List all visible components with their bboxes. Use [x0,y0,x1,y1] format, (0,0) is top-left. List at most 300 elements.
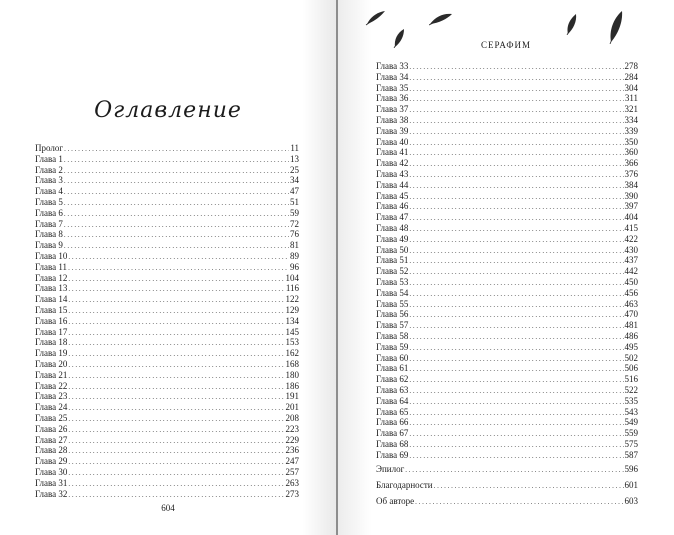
toc-entry-page: 334 [624,114,638,125]
toc-leader-dots [409,266,623,277]
toc-entry [376,180,638,191]
toc-leader-dots [409,277,623,288]
toc-entry [35,273,299,284]
toc-entry-label: Глава 58 [376,330,409,341]
toc-entry-label: Глава 9 [35,240,63,251]
toc-entry-page: 559 [624,428,638,439]
toc-leader-dots [409,385,623,396]
toc-entry-page: 463 [624,298,638,309]
toc-entry-page: 481 [624,320,638,331]
toc-entry [35,154,299,165]
toc-entry-label: Глава 14 [35,294,68,305]
toc-entry-label: Глава 63 [376,384,409,395]
toc-entry [35,424,299,435]
toc-entry-page: 168 [285,358,299,369]
toc-entry [35,413,299,424]
toc-entry-page: 350 [624,136,638,147]
toc-entry-page: 311 [624,93,638,104]
toc-entry [376,223,638,234]
toc-entry-page: 201 [285,402,299,413]
toc-entry-page: 376 [624,168,638,179]
toc-entry-label: Глава 32 [35,488,68,499]
toc-entry-page: 186 [285,380,299,391]
toc-leader-dots [68,489,284,500]
toc-entry-label: Глава 38 [376,114,409,125]
toc-leader-dots [409,61,623,72]
toc-leader-dots [409,320,623,331]
toc-entry-page: 122 [285,294,299,305]
toc-entry-page: 89 [290,250,299,261]
toc-entry-page: 34 [290,175,299,186]
toc-entry-page: 145 [285,326,299,337]
running-head: СЕРАФИМ [481,40,531,50]
toc-entry-label: Глава 64 [376,395,409,406]
toc-leader-dots [409,212,623,223]
toc-entry-label: Глава 24 [35,402,68,413]
toc-list-right [376,61,638,508]
toc-entry [35,251,299,262]
toc-leader-dots [68,283,284,294]
toc-entry-label: Глава 52 [376,266,409,277]
toc-entry [376,147,638,158]
toc-entry-label: Глава 42 [376,158,409,169]
toc-entry [35,283,299,294]
toc-entry-page: 162 [285,348,299,359]
toc-leader-dots [409,137,623,148]
toc-entry [35,489,299,500]
toc-entry-label: Глава 39 [376,125,409,136]
toc-entry-label: Глава 49 [376,233,409,244]
toc-entry-label: Глава 1 [35,153,63,164]
toc-entry [35,467,299,478]
toc-entry-label: Об авторе [376,496,415,507]
toc-entry [376,407,638,418]
toc-entry [376,417,638,428]
toc-entry-label: Глава 37 [376,104,409,115]
toc-entry-label: Глава 8 [35,229,63,240]
toc-entry-page: 11 [290,143,299,153]
toc-entry-label: Глава 6 [35,207,63,218]
toc-entry [35,294,299,305]
toc-entry [35,240,299,251]
toc-entry [376,158,638,169]
toc-leader-dots [68,305,284,316]
toc-leader-dots [409,417,623,428]
toc-entry-label: Глава 41 [376,147,409,158]
toc-entry-label: Глава 33 [376,61,409,71]
toc-entry-page: 587 [624,449,638,460]
toc-entry-page: 223 [285,423,299,434]
feather-icon [429,12,453,26]
toc-entry [376,126,638,137]
toc-entry [376,277,638,288]
toc-entry-page: 506 [624,363,638,374]
toc-leader-dots [409,407,623,418]
toc-entry-label: Глава 57 [376,320,409,331]
toc-leader-dots [409,191,623,202]
toc-entry [35,229,299,240]
toc-entry [376,201,638,212]
toc-entry-page: 284 [624,71,638,82]
toc-leader-dots [68,262,289,273]
toc-entry-page: 116 [285,283,299,294]
toc-entry-label: Глава 67 [376,428,409,439]
toc-entry-page: 415 [624,222,638,233]
toc-entry [376,331,638,342]
toc-entry [35,445,299,456]
toc-leader-dots [68,381,284,392]
toc-entry-page: 502 [624,352,638,363]
toc-leader-dots [409,201,623,212]
page-number: 604 [161,503,175,513]
toc-entry-label: Глава 22 [35,380,68,391]
toc-leader-dots [409,363,623,374]
toc-entry-page: 549 [624,417,638,428]
toc-entry-page: 430 [624,244,638,255]
toc-entry [376,342,638,353]
toc-entry [376,353,638,364]
toc-leader-dots [409,147,623,158]
toc-entry-page: 129 [285,304,299,315]
toc-entry-page: 134 [285,315,299,326]
toc-entry-label: Глава 23 [35,391,68,402]
toc-entry-page: 397 [624,201,638,212]
toc-leader-dots [409,223,623,234]
toc-entry-page: 304 [624,82,638,93]
toc-entry-page: 575 [624,438,638,449]
toc-entry [35,197,299,208]
toc-entry-page: 495 [624,341,638,352]
toc-entry-label: Глава 28 [35,445,68,456]
toc-entry-page: 390 [624,190,638,201]
toc-entry-page: 543 [624,406,638,417]
feather-icon [606,10,624,44]
toc-entry-page: 25 [290,164,299,175]
toc-entry-page: 522 [624,384,638,395]
toc-entry-page: 191 [285,391,299,402]
toc-entry-label: Глава 25 [35,412,68,423]
toc-leader-dots [64,186,289,197]
toc-entry [376,439,638,450]
toc-leader-dots [68,251,289,262]
toc-leader-dots [68,273,284,284]
toc-entry-label: Глава 16 [35,315,68,326]
toc-entry [376,495,638,508]
toc-leader-dots [68,456,284,467]
toc-entry [376,479,638,492]
toc-entry-label: Глава 27 [35,434,68,445]
toc-leader-dots [409,309,623,320]
toc-entry [35,348,299,359]
toc-entry-label: Эпилог [376,464,405,475]
toc-entry-page: 384 [624,179,638,190]
toc-entry [35,143,299,154]
toc-leader-dots [409,180,623,191]
toc-leader-dots [64,219,289,230]
toc-entry [376,309,638,320]
toc-list-left [35,143,299,499]
toc-entry-label: Глава 65 [376,406,409,417]
toc-entry-label: Глава 56 [376,309,409,320]
toc-entry-label: Глава 48 [376,222,409,233]
toc-leader-dots [409,255,623,266]
toc-entry-label: Глава 53 [376,276,409,287]
toc-entry [35,208,299,219]
toc-entry [376,169,638,180]
toc-entry-label: Глава 7 [35,218,63,229]
toc-leader-dots [68,391,284,402]
toc-leader-dots [409,115,623,126]
feather-icon [365,10,387,26]
toc-entry-label: Глава 45 [376,190,409,201]
toc-entry [35,175,299,186]
toc-leader-dots [64,197,289,208]
toc-entry-page: 360 [624,147,638,158]
toc-entry [376,266,638,277]
toc-entry-label: Глава 12 [35,272,68,283]
toc-entry [376,104,638,115]
toc-entry [376,374,638,385]
toc-entry [35,402,299,413]
toc-entry-page: 535 [624,395,638,406]
toc-entry-page: 339 [624,125,638,136]
toc-entry-label: Глава 2 [35,164,63,175]
toc-entry-label: Глава 43 [376,168,409,179]
toc-leader-dots [68,337,284,348]
toc-entry-label: Глава 4 [35,186,63,197]
toc-entry-label: Глава 10 [35,250,68,261]
toc-entry-label: Глава 66 [376,417,409,428]
toc-entry-label: Глава 35 [376,82,409,93]
toc-leader-dots [434,479,624,492]
toc-leader-dots [409,439,623,450]
toc-entry [376,463,638,476]
toc-entry-label: Глава 59 [376,341,409,352]
toc-leader-dots [409,234,623,245]
toc-entry-label: Глава 46 [376,201,409,212]
toc-entry-page: 247 [285,456,299,467]
toc-leader-dots [409,288,623,299]
toc-entry [35,359,299,370]
toc-entry-label: Глава 26 [35,423,68,434]
toc-entry-page: 51 [290,196,299,207]
toc-entry [376,61,638,72]
toc-entry-page: 601 [624,480,638,491]
toc-entry-label: Глава 62 [376,374,409,385]
toc-entry-page: 72 [290,218,299,229]
toc-entry-page: 47 [290,186,299,197]
toc-entry-page: 596 [624,464,638,475]
toc-entry [376,212,638,223]
toc-entry [376,363,638,374]
toc-entry-page: 59 [290,207,299,218]
toc-entry [35,262,299,273]
toc-leader-dots [405,463,623,476]
toc-entry-label: Глава 34 [376,71,409,82]
toc-entry-label: Глава 3 [35,175,63,186]
toc-entry-page: 486 [624,330,638,341]
toc-entry-label: Глава 13 [35,283,68,294]
toc-leader-dots [409,126,623,137]
toc-entry-page: 437 [624,255,638,266]
toc-leader-dots [409,450,623,461]
toc-entry-page: 273 [285,488,299,499]
toc-leader-dots [68,424,284,435]
toc-entry [376,396,638,407]
toc-leader-dots [409,374,623,385]
toc-leader-dots [68,467,284,478]
toc-entry [376,72,638,83]
toc-entry-label: Глава 50 [376,244,409,255]
toc-entry-page: 516 [624,374,638,385]
toc-leader-dots [64,154,289,165]
toc-entry-label: Глава 55 [376,298,409,309]
toc-entry-page: 442 [624,266,638,277]
toc-leader-dots [64,208,289,219]
toc-entry-label: Глава 61 [376,363,409,374]
toc-leader-dots [409,331,623,342]
toc-entry [376,93,638,104]
toc-leader-dots [409,93,623,104]
toc-entry-page: 278 [624,61,638,71]
toc-entry [35,186,299,197]
toc-entry-page: 366 [624,158,638,169]
feather-icon [564,13,578,35]
toc-entry-page: 81 [290,240,299,251]
toc-leader-dots [64,175,289,186]
toc-entry [35,391,299,402]
toc-entry [35,165,299,176]
toc-entry [35,327,299,338]
toc-leader-dots [64,143,289,154]
toc-entry-page: 208 [285,412,299,423]
toc-entry [35,381,299,392]
toc-entry [35,456,299,467]
toc-leader-dots [409,169,623,180]
toc-entry-label: Глава 31 [35,477,68,488]
toc-entry-page: 263 [285,477,299,488]
toc-entry-page: 603 [624,496,638,507]
toc-leader-dots [409,104,623,115]
toc-heading: Оглавление [94,98,242,123]
toc-entry [35,435,299,446]
toc-entry-page: 236 [285,445,299,456]
toc-entry-label: Благодарности [376,480,433,491]
toc-leader-dots [409,342,623,353]
toc-entry-label: Глава 11 [35,261,68,272]
toc-entry [376,255,638,266]
toc-entry-page: 470 [624,309,638,320]
toc-leader-dots [68,359,284,370]
toc-entry-label: Глава 20 [35,358,68,369]
toc-leader-dots [68,294,284,305]
toc-entry-label: Глава 18 [35,337,68,348]
toc-entry-page: 180 [285,369,299,380]
toc-entry [376,299,638,310]
toc-entry [35,370,299,381]
toc-entry [376,428,638,439]
toc-entry-label: Глава 51 [376,255,409,266]
toc-leader-dots [64,165,289,176]
toc-leader-dots [415,495,623,508]
toc-leader-dots [64,240,289,251]
toc-entry [376,245,638,256]
left-page [0,0,336,535]
toc-entry-label: Глава 68 [376,438,409,449]
toc-leader-dots [409,158,623,169]
toc-entry-label: Глава 21 [35,369,68,380]
toc-leader-dots [68,348,284,359]
toc-entry [35,337,299,348]
toc-leader-dots [409,83,623,94]
toc-leader-dots [68,402,284,413]
right-page [338,0,674,535]
toc-entry-label: Глава 15 [35,304,68,315]
toc-entry-page: 13 [290,153,299,164]
toc-entry [376,320,638,331]
toc-entry-page: 229 [285,434,299,445]
toc-entry-label: Глава 69 [376,449,409,460]
toc-entry-label: Глава 60 [376,352,409,363]
toc-entry-page: 153 [285,337,299,348]
toc-entry [35,219,299,230]
toc-entry-page: 422 [624,233,638,244]
toc-entry [376,137,638,148]
toc-leader-dots [409,245,623,256]
toc-entry-label: Пролог [35,143,64,153]
toc-entry [376,83,638,94]
toc-entry-label: Глава 54 [376,287,409,298]
toc-entry-label: Глава 36 [376,93,409,104]
toc-entry-label: Глава 30 [35,466,68,477]
toc-entry-page: 456 [624,287,638,298]
toc-entry [376,385,638,396]
toc-entry-page: 404 [624,212,638,223]
toc-entry-page: 96 [290,261,299,272]
toc-entry [376,115,638,126]
toc-entry-page: 76 [290,229,299,240]
toc-entry [35,478,299,489]
toc-entry-label: Глава 19 [35,348,68,359]
toc-entry-label: Глава 29 [35,456,68,467]
toc-entry [35,316,299,327]
toc-entry [376,191,638,202]
toc-leader-dots [68,327,284,338]
toc-entry [35,305,299,316]
toc-leader-dots [68,370,284,381]
toc-leader-dots [409,72,623,83]
toc-entry-page: 450 [624,276,638,287]
toc-entry-page: 257 [285,466,299,477]
toc-entry-label: Глава 5 [35,196,63,207]
toc-leader-dots [68,413,284,424]
toc-entry-label: Глава 17 [35,326,68,337]
toc-entry-page: 321 [624,104,638,115]
toc-entry [376,450,638,461]
toc-entry [376,288,638,299]
toc-leader-dots [409,299,623,310]
toc-leader-dots [64,229,289,240]
toc-leader-dots [409,353,623,364]
toc-leader-dots [68,435,284,446]
toc-entry-label: Глава 47 [376,212,409,223]
toc-leader-dots [409,396,623,407]
toc-leader-dots [409,428,623,439]
toc-leader-dots [68,316,284,327]
toc-leader-dots [68,478,284,489]
toc-entry [376,234,638,245]
toc-leader-dots [68,445,284,456]
